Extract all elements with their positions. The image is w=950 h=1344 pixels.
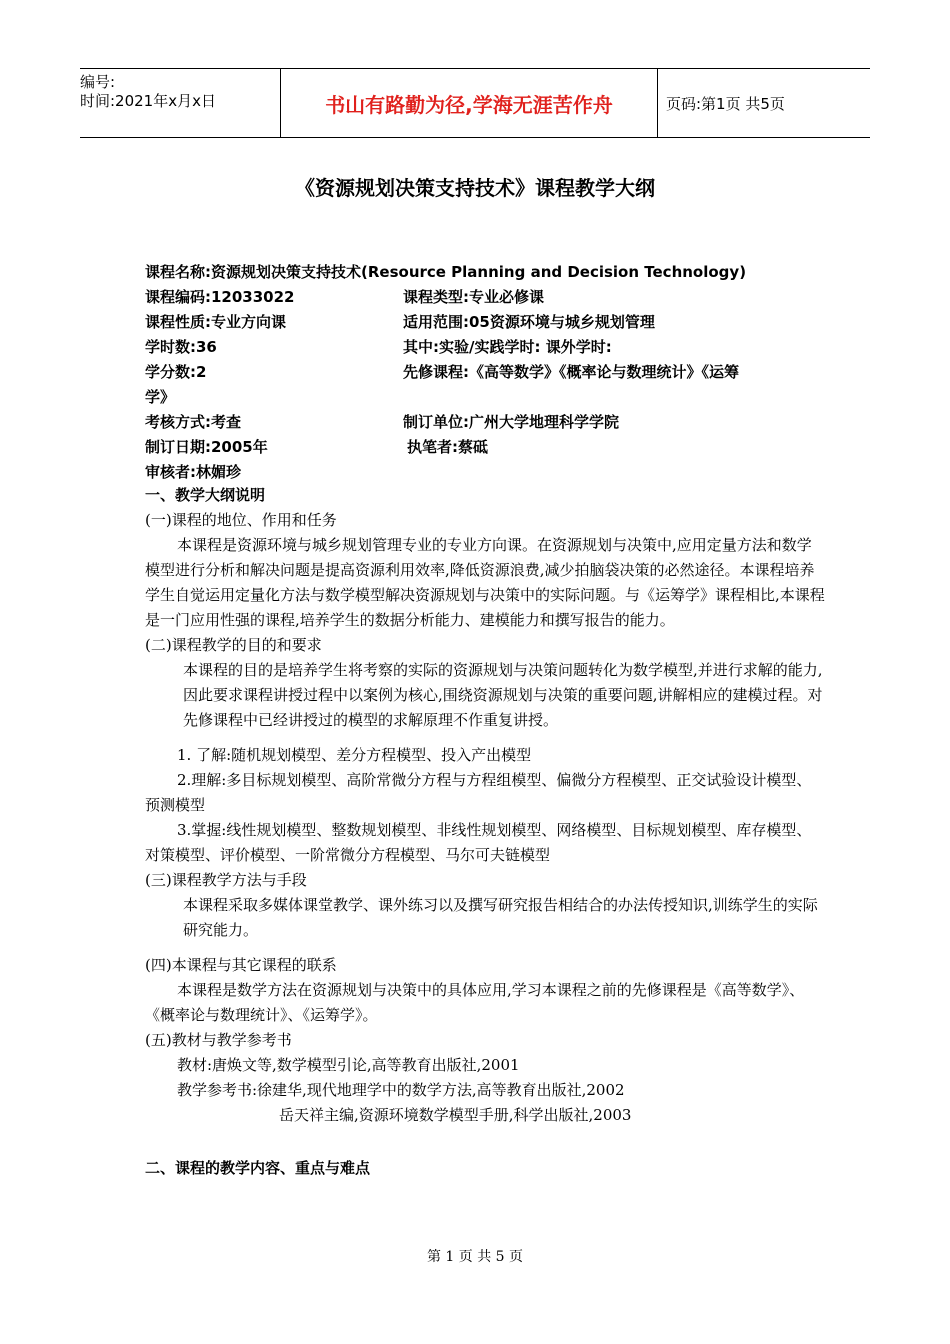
subsection1-heading: (一)课程的地位、作用和任务 [145, 511, 337, 529]
header-date-label: 时间:2021年x月x日 [80, 92, 216, 110]
textbook: 教材:唐焕文等,数学模型引论,高等教育出版社,2001 [177, 1056, 520, 1074]
header-number-label: 编号: [80, 73, 116, 91]
requirement-1: 1. 了解:随机规划模型、差分方程模型、投入产出模型 [177, 746, 532, 764]
subsection2-heading: (二)课程教学的目的和要求 [145, 636, 322, 654]
course-type: 课程类型:专业必修课 [403, 288, 544, 306]
course-name: 课程名称:资源规划决策支持技术(Resource Planning and Decision Technology) [145, 263, 747, 281]
course-practice-hours: 其中:实验/实践学时: 课外学时: [403, 338, 612, 356]
reference-1: 教学参考书:徐建华,现代地理学中的数学方法,高等教育出版社,2002 [177, 1081, 625, 1099]
course-author: 执笔者:蔡砥 [407, 438, 488, 456]
header-info [80, 69, 280, 137]
course-reviewer: 审核者:林媚珍 [145, 463, 241, 481]
course-scope: 适用范围:05资源环境与城乡规划管理 [403, 313, 655, 331]
subsection3-heading: (三)课程教学方法与手段 [145, 871, 307, 889]
section1-heading: 一、教学大纲说明 [145, 486, 266, 504]
course-date: 制订日期:2005年 [145, 438, 268, 456]
subsection4-heading: (四)本课程与其它课程的联系 [145, 956, 337, 974]
header-page-label: 页码:第1页 共5页 [666, 94, 785, 113]
subsection2-text: 本课程的目的是培养学生将考察的实际的资源规划与决策问题转化为数学模型,并进行求解的能力,因此要求课程讲授过程中以案例为核心,围绕资源规划与决策的重要问题,讲解相应的建模过程。对先修课程中已经讲授过的模型的求解原理不作重复讲授。 [183, 661, 823, 729]
course-unit: 制订单位:广州大学地理科学学院 [403, 413, 620, 431]
reference-2: 岳天祥主编,资源环境数学模型手册,科学出版社,2003 [279, 1106, 632, 1124]
subsection4-text: 本课程是数学方法在资源规划与决策中的具体应用,学习本课程之前的先修课程是《高等数学》、《概率论与数理统计》、《运筹学》。 [145, 981, 805, 1024]
subsection5-heading: (五)教材与教学参考书 [145, 1031, 292, 1049]
document-title: 《资源规划决策支持技术》课程教学大纲 [295, 176, 655, 200]
course-assessment: 考核方式:考查 [145, 413, 241, 431]
subsection1-text: 本课程是资源环境与城乡规划管理专业的专业方向课。在资源规划与决策中,应用定量方法和数学模型进行分析和解决问题是提高资源利用效率,降低资源浪费,减少拍脑袋决策的必然途径。本课程培养学生自觉运用定量化方法与数学模型解决资源规划与决策中的实际问题。与《运筹学》课程相比,本课程是一门应用性强的课程,培养学生的数据分析能力、建模能力和撰写报告的能力。 [145, 536, 825, 629]
requirement-3: 3.掌握:线性规划模型、整数规划模型、非线性规划模型、网络模型、目标规划模型、库存模型、对策模型、评价模型、一阶常微分方程模型、马尔可夫链模型 [145, 821, 812, 864]
course-prereq-line1: 先修课程:《高等数学》《概率论与数理统计》《运筹 [403, 363, 740, 381]
header-motto: 书山有路勤为径,学海无涯苦作舟 [280, 69, 658, 137]
subsection3-text: 本课程采取多媒体课堂教学、课外练习以及撰写研究报告相结合的办法传授知识,训练学生的实际研究能力。 [183, 896, 818, 939]
course-hours: 学时数:36 [145, 338, 217, 356]
course-code: 课程编码:12033022 [145, 288, 295, 306]
course-meta [145, 260, 825, 485]
course-prereq-line2: 学》 [145, 388, 176, 406]
course-credits: 学分数:2 [145, 363, 207, 381]
page-header [80, 68, 870, 138]
section2-heading: 二、课程的教学内容、重点与难点 [145, 1159, 371, 1177]
requirement-2: 2.理解:多目标规划模型、高阶常微分方程与方程组模型、偏微分方程模型、正交试验设计模型、预测模型 [145, 771, 812, 814]
page-footer: 第 1 页 共 5 页 [426, 1249, 524, 1265]
document-body [145, 483, 825, 1181]
course-nature: 课程性质:专业方向课 [145, 313, 286, 331]
